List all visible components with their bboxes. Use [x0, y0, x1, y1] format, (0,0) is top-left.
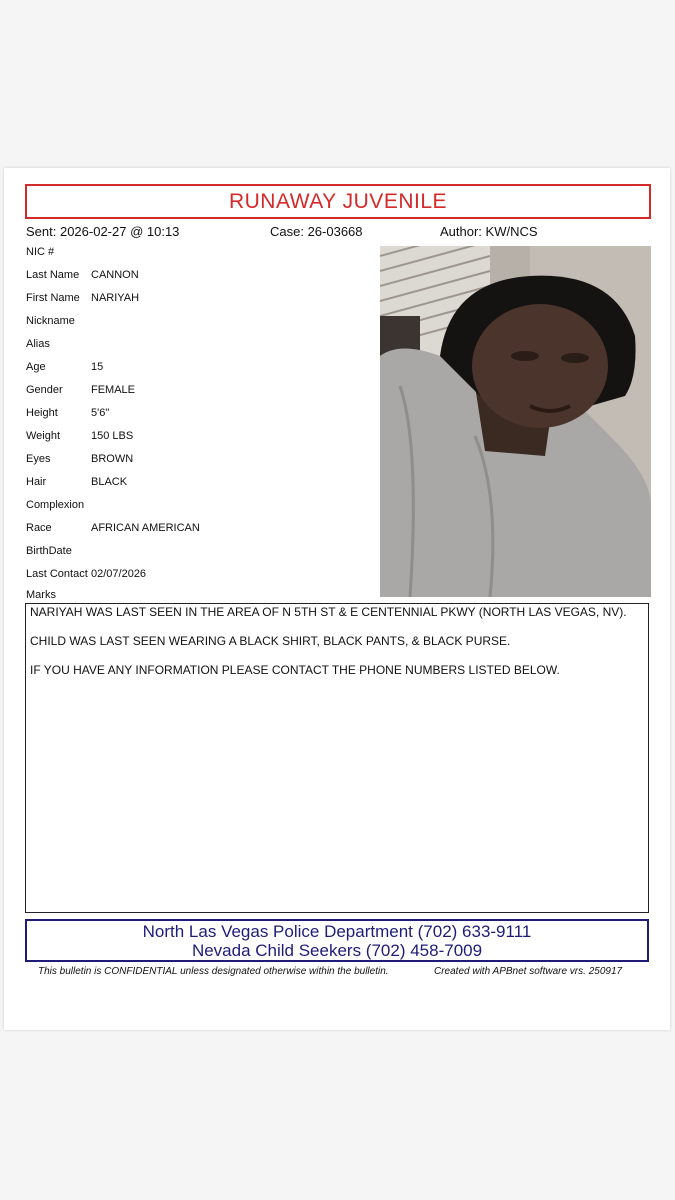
field-label: Weight [26, 430, 61, 442]
field-label: NIC # [26, 246, 55, 258]
contact-police: North Las Vegas Police Department (702) 633-9111 [142, 921, 532, 941]
sent-datetime: Sent: 2026-02-27 @ 10:13 [26, 224, 180, 239]
field-value: BLACK [91, 476, 128, 488]
bulletin-sheet [4, 168, 670, 1030]
field-label: Last Contact [26, 568, 88, 580]
field-value: NARIYAH [91, 292, 140, 304]
narrative-last-seen: NARIYAH WAS LAST SEEN IN THE AREA OF N 5TH ST & E CENTENNIAL PKWY (NORTH LAS VEGAS, NV). [30, 605, 627, 619]
bulletin-title: RUNAWAY JUVENILE [228, 189, 448, 213]
narrative-contact-request: IF YOU HAVE ANY INFORMATION PLEASE CONTACT THE PHONE NUMBERS LISTED BELOW. [30, 663, 560, 677]
field-value: FEMALE [91, 384, 136, 396]
field-label: Age [26, 361, 46, 373]
field-label: Hair [26, 476, 47, 488]
field-label: BirthDate [26, 545, 72, 557]
author: Author: KW/NCS [440, 224, 538, 239]
field-value: AFRICAN AMERICAN [91, 522, 200, 534]
confidential-notice: This bulletin is CONFIDENTIAL unless designated otherwise within the bulletin. [38, 966, 389, 977]
case-number: Case: 26-03668 [270, 224, 363, 239]
marks-label: Marks [26, 589, 56, 601]
bulletin-meta-row [26, 224, 652, 240]
field-value: CANNON [91, 269, 139, 281]
field-label: Last Name [26, 269, 80, 281]
field-label: Complexion [26, 499, 85, 511]
field-value: BROWN [91, 453, 134, 465]
software-credit: Created with APBnet software vrs. 250917 [434, 966, 623, 977]
field-value: 02/07/2026 [91, 568, 147, 580]
field-label: Gender [26, 384, 63, 396]
field-label: Nickname [26, 315, 75, 327]
field-value: 150 LBS [91, 430, 134, 442]
field-value: 5'6" [91, 407, 110, 419]
field-label: Alias [26, 338, 50, 350]
field-value: 15 [91, 361, 104, 373]
bulletin-footer [26, 966, 652, 979]
field-label: First Name [26, 292, 80, 304]
field-label: Race [26, 522, 52, 534]
field-label: Eyes [26, 453, 51, 465]
contact-box [25, 919, 649, 962]
bulletin-title-box [25, 184, 651, 219]
contact-child-seekers: Nevada Child Seekers (702) 458-7009 [191, 940, 483, 960]
subject-photo [380, 246, 651, 597]
narrative-clothing: CHILD WAS LAST SEEN WEARING A BLACK SHIRT, BLACK PANTS, & BLACK PURSE. [30, 634, 511, 648]
subject-photo-illustration [380, 246, 651, 597]
narrative-box [25, 603, 649, 913]
field-label: Height [26, 407, 58, 419]
